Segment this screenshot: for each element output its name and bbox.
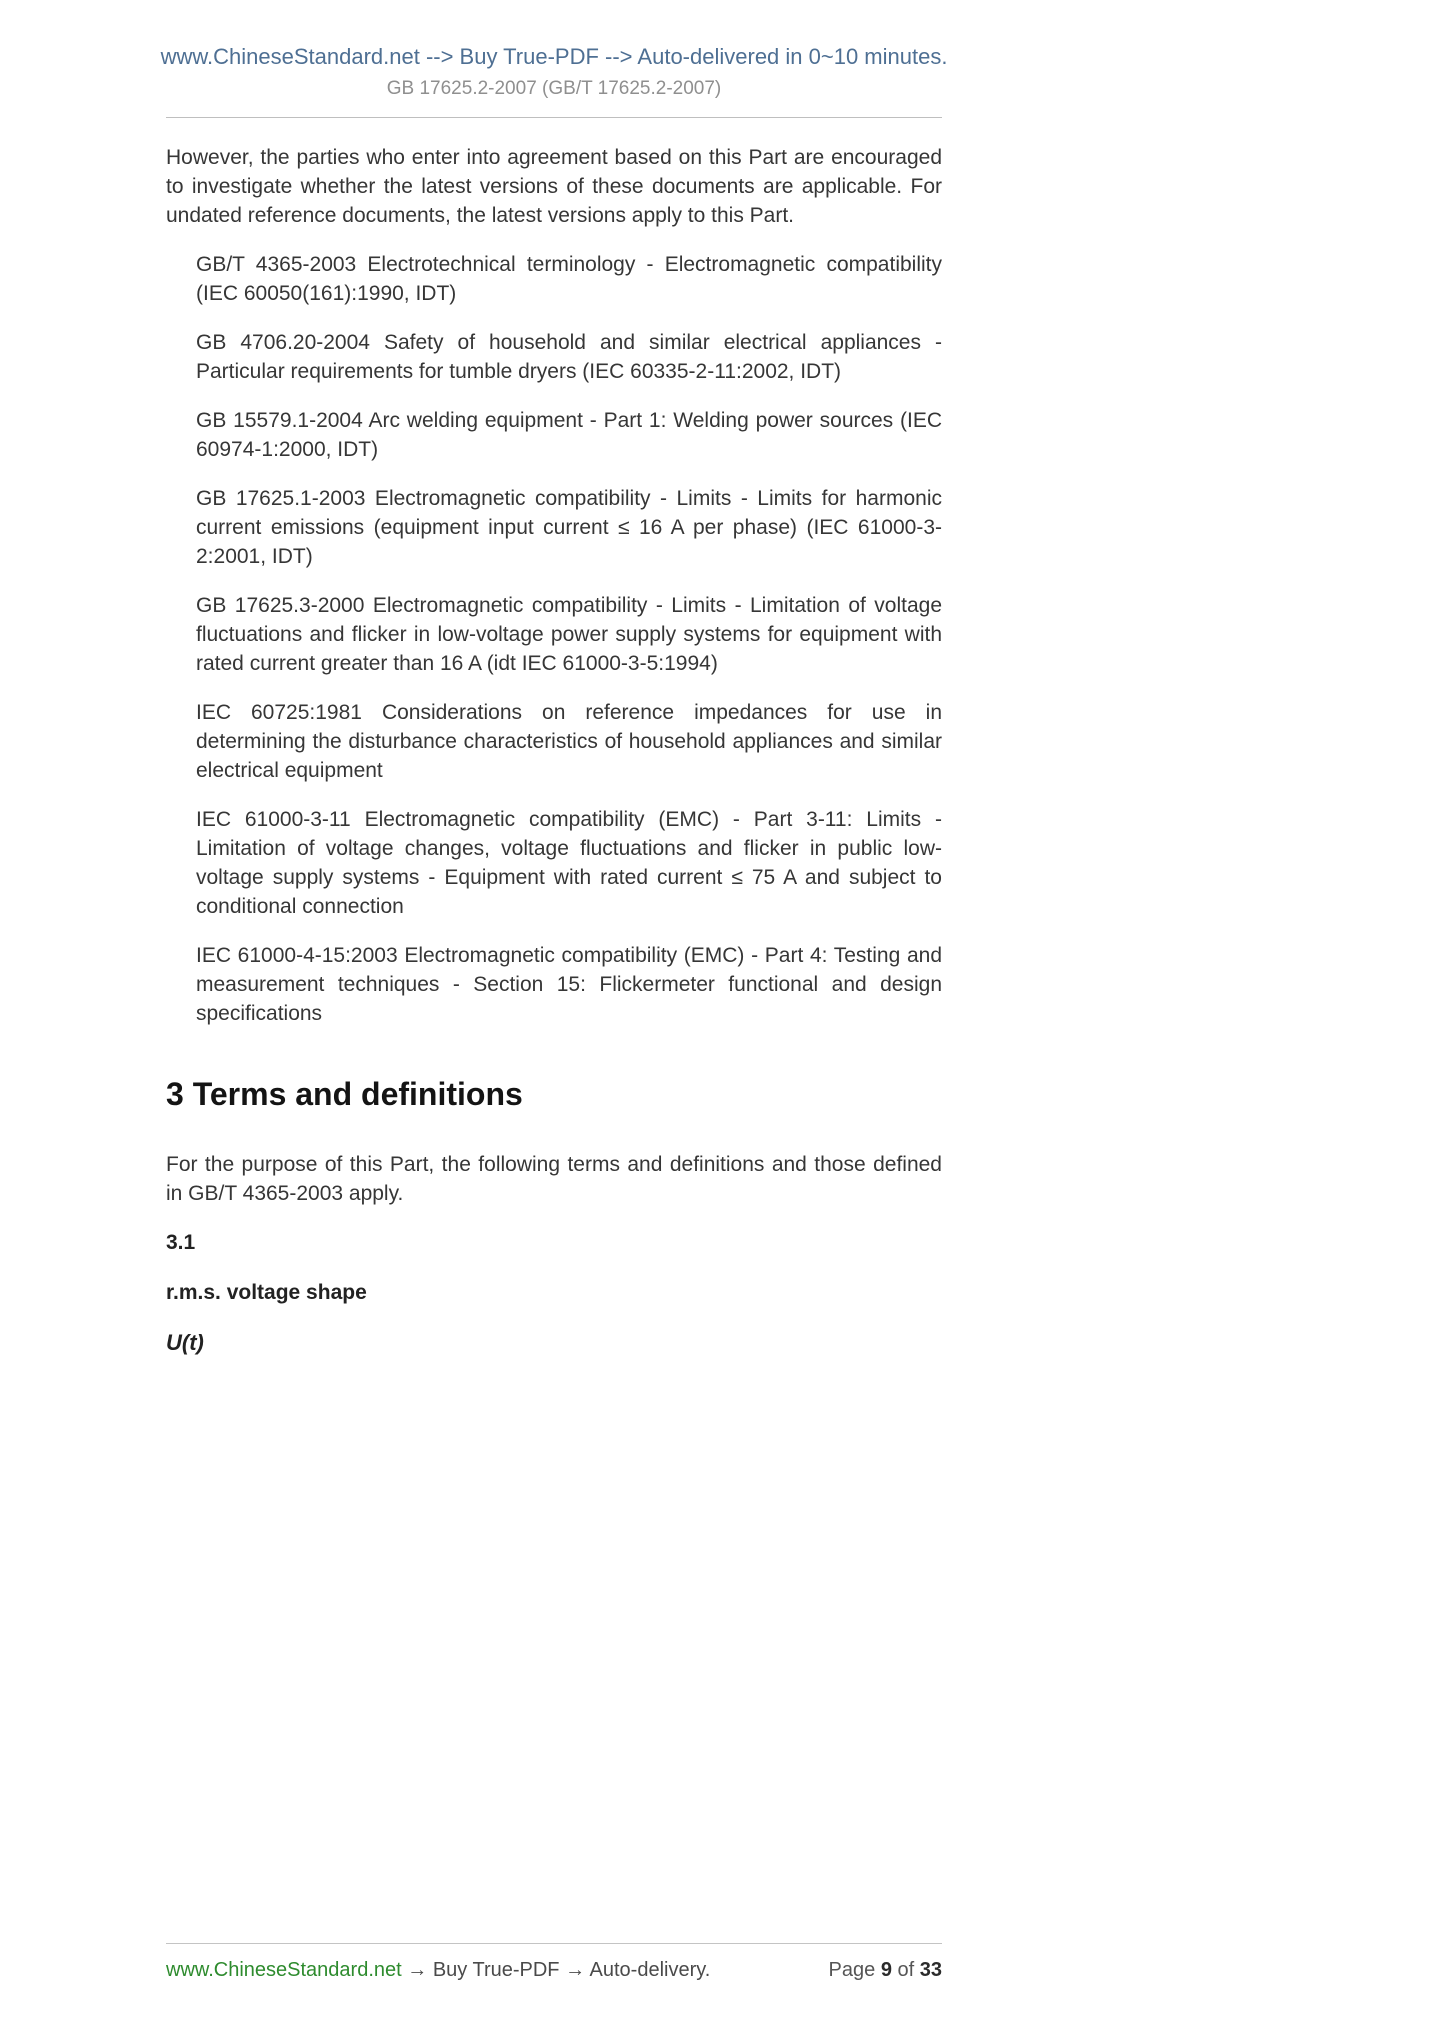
term-number: 3.1 (166, 1231, 196, 1254)
reference-item-1: GB/T 4365-2003 Electrotechnical terminology - Electromagnetic compatibility (IEC 60050(161):1990, IDT) (196, 253, 942, 305)
section-intro-paragraph: For the purpose of this Part, the following terms and definitions and those defined in GB/T 4365-2003 apply. (166, 1153, 942, 1205)
page-word: Page (828, 1959, 876, 1981)
section-heading: 3 Terms and definitions (166, 1076, 523, 1112)
page-header (160, 44, 948, 118)
footer-promo-text: → Buy True-PDF → Auto-delivery. (407, 1959, 711, 1981)
page-indicator (829, 1958, 942, 1982)
header-promo-line (160, 44, 948, 70)
footer-divider (166, 1943, 942, 1944)
header-promo-text: www.ChineseStandard.net --> Buy True-PDF --> Auto-delivered in 0~10 minutes. (160, 44, 948, 69)
page-footer (166, 1943, 942, 1982)
page-total: 33 (919, 1959, 942, 1981)
reference-item-3: GB 15579.1-2004 Arc welding equipment - Part 1: Welding power sources (IEC 60974-1:2000, IDT) (196, 409, 942, 461)
of-word: of (897, 1959, 915, 1981)
intro-paragraph: However, the parties who enter into agreement based on this Part are encouraged to investigate whether the latest versions of these documents are applicable. For undated reference documents, the latest versions apply to this Part. (166, 146, 942, 227)
reference-item-2: GB 4706.20-2004 Safety of household and similar electrical appliances - Particular requirements for tumble dryers (IEC 60335-2-11:2002, IDT) (196, 331, 942, 383)
content-column (160, 0, 948, 1357)
reference-item-4: GB 17625.1-2003 Electromagnetic compatibility - Limits - Limits for harmonic current emissions (equipment input current ≤ 16 A per phase) (IEC 61000-3-2:2001, IDT) (196, 487, 942, 568)
reference-item-6: IEC 60725:1981 Considerations on reference impedances for use in determining the disturbance characteristics of household appliances and similar electrical equipment (196, 701, 942, 782)
term-title: r.m.s. voltage shape (166, 1281, 367, 1304)
document-id: GB 17625.2-2007 (GB/T 17625.2-2007) (386, 78, 722, 99)
page-number: 9 (880, 1959, 892, 1981)
reference-item-8: IEC 61000-4-15:2003 Electromagnetic compatibility (EMC) - Part 4: Testing and measurement techniques - Section 15: Flickermeter functional and design specifications (196, 944, 942, 1025)
header-docid-line (166, 78, 942, 100)
footer-row (166, 1958, 942, 1982)
footer-promo (166, 1958, 710, 1982)
reference-item-7: IEC 61000-3-11 Electromagnetic compatibility (EMC) - Part 3-11: Limits - Limitation of voltage changes, voltage fluctuations and flicker in public low-voltage supply systems - Equipment with rated current ≤ 75 A and subject to conditional connection (196, 808, 942, 918)
document-body (166, 118, 942, 1357)
term-symbol: U(t) (166, 1330, 204, 1355)
footer-site-link[interactable]: www.ChineseStandard.net (166, 1959, 402, 1981)
reference-item-5: GB 17625.3-2000 Electromagnetic compatibility - Limits - Limitation of voltage fluctuations and flicker in low-voltage power supply systems for equipment with rated current greater than 16 A (idt IEC 61000-3-5:1994) (196, 594, 942, 675)
